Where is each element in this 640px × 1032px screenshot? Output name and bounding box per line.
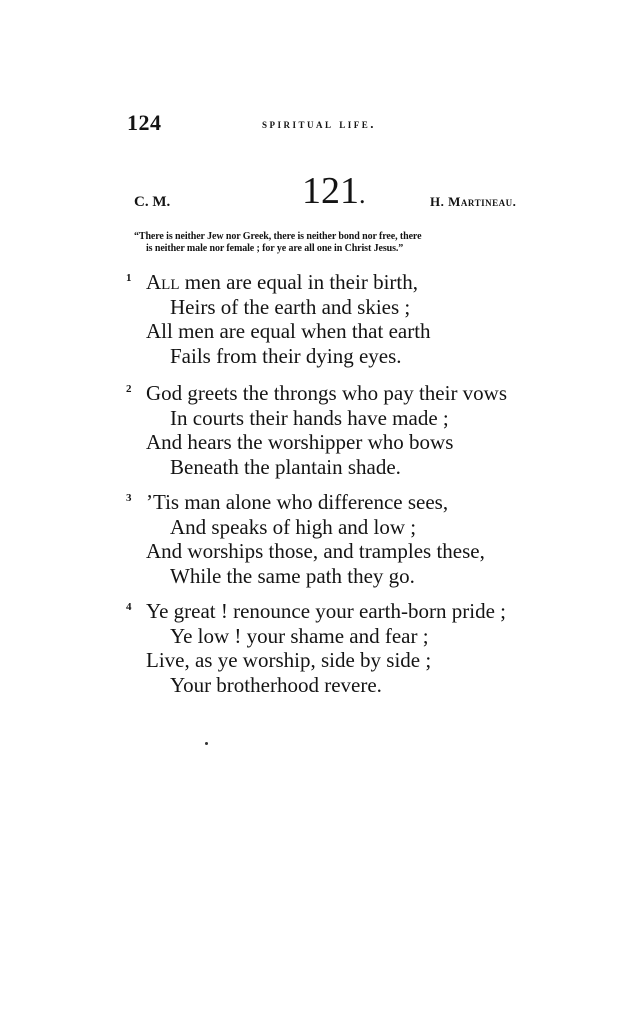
verse-line: Heirs of the earth and skies ;	[170, 294, 411, 319]
verse-number: 3	[126, 492, 132, 504]
verse-line: Live, as ye worship, side by side ;	[146, 648, 432, 672]
verse-line: Ye great ! renounce your earth-born pride ;	[146, 599, 506, 623]
first-word-small-caps: All	[146, 270, 180, 294]
verse-line: Your brotherhood revere.	[170, 672, 382, 697]
hymn-meter: C. M.	[134, 194, 171, 210]
stanza-2	[126, 381, 586, 479]
verse-line: All men are equal when that earth	[146, 319, 431, 343]
verse-line	[126, 270, 586, 295]
epigraph	[134, 231, 564, 255]
verse-line: Fails from their dying eyes.	[170, 343, 402, 368]
verse-line: And speaks of high and low ;	[170, 514, 417, 539]
hymn-number	[302, 172, 366, 214]
ink-speck	[205, 742, 208, 745]
verse-line: God greets the throngs who pay their vows	[146, 381, 508, 405]
stanza-3	[126, 490, 586, 588]
stanza-1	[126, 270, 586, 368]
verse-line-rest: men are equal in their birth,	[179, 270, 418, 294]
running-title: spiritual life.	[262, 116, 377, 131]
hymn-author: H. Martineau.	[430, 194, 517, 209]
verse-number: 1	[126, 272, 132, 284]
epigraph-line-2: is neither male nor female ; for ye are all one in Christ Jesus.”	[146, 243, 404, 254]
verse-line: ’Tis man alone who difference sees,	[146, 490, 449, 514]
verse-line: And worships those, and tramples these,	[146, 539, 485, 563]
hymn-number-value: 121	[302, 170, 359, 212]
verse-line: And hears the worshipper who bows	[146, 430, 454, 454]
verse-line: Ye low ! your shame and fear ;	[170, 623, 429, 648]
verse-number: 4	[126, 601, 132, 613]
verse-line: Beneath the plantain shade.	[170, 454, 401, 479]
verse-line: In courts their hands have made ;	[170, 405, 449, 430]
verse-number: 2	[126, 383, 132, 395]
epigraph-line-1: “There is neither Jew nor Greek, there is neither bond nor free, there	[134, 231, 422, 242]
hymn-number-suffix: .	[359, 180, 366, 209]
verse-line: While the same path they go.	[170, 563, 415, 588]
stanza-4	[126, 599, 586, 697]
page-number: 124	[127, 110, 162, 135]
